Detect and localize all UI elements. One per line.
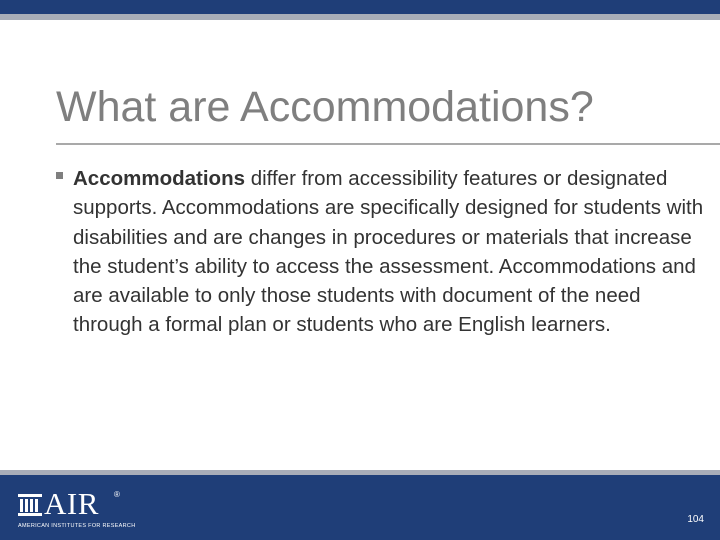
header-accent-stripe (0, 14, 720, 20)
square-bullet-icon (56, 172, 63, 179)
logo-registered-mark: ® (114, 490, 120, 499)
logo-tagline: AMERICAN INSTITUTES FOR RESEARCH (18, 523, 136, 529)
footer-accent-stripe (0, 470, 720, 475)
bullet-lead-term: Accommodations (73, 167, 245, 190)
bullet-body: differ from accessibility features or designated supports. Accommodations are specifically designed for students with disabilities and are changes in procedures or materials that increase the student’s ability to access the assessment. Accommodations and are available to only those students with document of the need through a formal plan or students who are English learners. (73, 167, 704, 337)
air-logo (18, 486, 136, 530)
air-building-icon (18, 492, 42, 516)
logo-wordmark: AIR (44, 486, 99, 521)
title-divider (56, 143, 720, 145)
slide-title: What are Accommodations? (56, 83, 594, 131)
bullet-paragraph (73, 164, 713, 340)
header-bar (0, 0, 720, 14)
page-number: 104 (687, 514, 704, 525)
